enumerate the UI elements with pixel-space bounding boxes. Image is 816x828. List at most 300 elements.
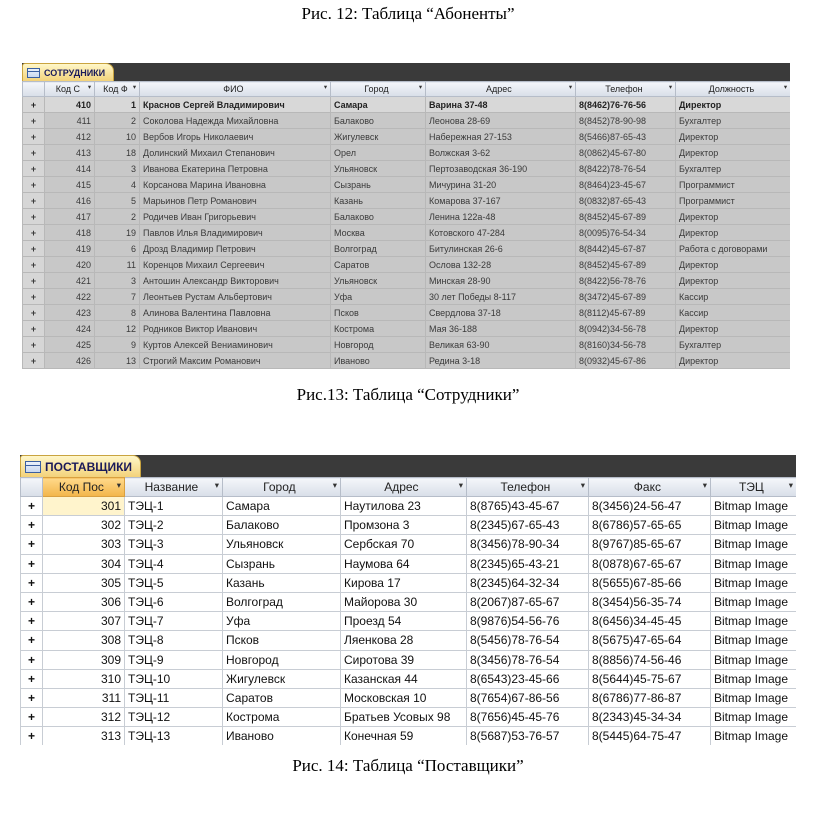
suppliers-col-header[interactable]: Город ▾ xyxy=(223,478,341,497)
table-cell[interactable]: Bitmap Image xyxy=(711,535,797,554)
table-cell[interactable]: 30 лет Победы 8-117 xyxy=(426,289,576,305)
table-cell[interactable]: 311 xyxy=(43,688,125,707)
table-cell[interactable]: Кострома xyxy=(331,321,426,337)
table-cell[interactable]: ТЭЦ-6 xyxy=(125,592,223,611)
table-cell[interactable]: 5 xyxy=(95,193,140,209)
table-cell[interactable]: 8(5655)67-85-66 xyxy=(589,573,711,592)
suppliers-col-header[interactable]: Телефон ▾ xyxy=(467,478,589,497)
table-cell[interactable]: Иванова Екатерина Петровна xyxy=(140,161,331,177)
expand-icon[interactable]: + xyxy=(23,177,45,193)
table-cell[interactable]: ТЭЦ-12 xyxy=(125,708,223,727)
employees-header-row xyxy=(23,82,791,97)
table-cell[interactable]: 306 xyxy=(43,592,125,611)
table-cell[interactable]: Дрозд Владимир Петрович xyxy=(140,241,331,257)
table-cell[interactable]: 413 xyxy=(45,145,95,161)
table-cell[interactable]: 8(6543)23-45-66 xyxy=(467,669,589,688)
table-row[interactable] xyxy=(23,129,791,145)
table-cell[interactable]: 8 xyxy=(95,305,140,321)
table-cell[interactable]: 18 xyxy=(95,145,140,161)
table-cell[interactable]: 410 xyxy=(45,97,95,113)
table-cell[interactable]: 414 xyxy=(45,161,95,177)
table-cell[interactable]: Кирова 17 xyxy=(341,573,467,592)
table-row[interactable] xyxy=(21,631,797,650)
table-cell[interactable]: Кассир xyxy=(676,305,791,321)
table-cell[interactable]: Работа с договорами xyxy=(676,241,791,257)
suppliers-col-header[interactable]: Адрес ▾ xyxy=(341,478,467,497)
caption-fig13: Рис.13: Таблица “Сотрудники” xyxy=(296,385,520,404)
table-cell[interactable]: Казань xyxy=(331,193,426,209)
table-cell[interactable]: Бухгалтер xyxy=(676,113,791,129)
expand-icon[interactable]: + xyxy=(21,535,43,554)
table-cell[interactable]: Конечная 59 xyxy=(341,727,467,745)
table-cell[interactable]: 8(3456)78-76-54 xyxy=(467,650,589,669)
table-cell[interactable]: Кассир xyxy=(676,289,791,305)
table-cell[interactable]: Волгоград xyxy=(331,241,426,257)
table-cell[interactable]: Псков xyxy=(223,631,341,650)
table-row[interactable] xyxy=(21,708,797,727)
table-cell[interactable]: Бухгалтер xyxy=(676,337,791,353)
table-cell[interactable]: 8(8462)76-76-56 xyxy=(576,97,676,113)
table-cell[interactable]: 8(8160)34-56-78 xyxy=(576,337,676,353)
table-cell[interactable]: Bitmap Image xyxy=(711,708,797,727)
table-cell[interactable]: 8(3472)45-67-89 xyxy=(576,289,676,305)
table-cell[interactable]: Комарова 37-167 xyxy=(426,193,576,209)
table-cell[interactable]: Директор xyxy=(676,209,791,225)
table-cell[interactable]: 412 xyxy=(45,129,95,145)
table-cell[interactable]: Уфа xyxy=(331,289,426,305)
table-cell[interactable]: Саратов xyxy=(331,257,426,273)
table-cell[interactable]: Куртов Алексей Вениаминович xyxy=(140,337,331,353)
table-cell[interactable]: Bitmap Image xyxy=(711,554,797,573)
sort-arrow-icon: ▾ xyxy=(783,84,787,91)
table-cell[interactable]: ТЭЦ-3 xyxy=(125,535,223,554)
table-cell[interactable]: Варина 37-48 xyxy=(426,97,576,113)
table-cell[interactable]: Антошин Александр Викторович xyxy=(140,273,331,289)
table-cell[interactable]: 8(8422)78-76-54 xyxy=(576,161,676,177)
table-cell[interactable]: 8(7656)45-45-76 xyxy=(467,708,589,727)
table-cell[interactable]: Набережная 27-153 xyxy=(426,129,576,145)
table-row[interactable] xyxy=(21,612,797,631)
table-cell[interactable]: 312 xyxy=(43,708,125,727)
expand-icon[interactable]: + xyxy=(23,321,45,337)
table-icon xyxy=(25,461,41,473)
table-cell[interactable]: Битулинская 26-6 xyxy=(426,241,576,257)
table-row[interactable] xyxy=(23,337,791,353)
table-cell[interactable]: 8(0095)76-54-34 xyxy=(576,225,676,241)
table-cell[interactable]: 8(8452)45-67-89 xyxy=(576,209,676,225)
table-cell[interactable]: Ульяновск xyxy=(331,273,426,289)
table-cell[interactable]: Великая 63-90 xyxy=(426,337,576,353)
suppliers-col-header[interactable]: Факс ▾ xyxy=(589,478,711,497)
table-cell[interactable]: 8(8464)23-45-67 xyxy=(576,177,676,193)
employees-table-window xyxy=(22,63,790,374)
table-cell[interactable]: 418 xyxy=(45,225,95,241)
expand-icon[interactable]: + xyxy=(23,209,45,225)
table-cell[interactable]: Родников Виктор Иванович xyxy=(140,321,331,337)
table-cell[interactable]: ТЭЦ-7 xyxy=(125,612,223,631)
employees-col-header[interactable]: Город ▾ xyxy=(331,82,426,97)
table-cell[interactable]: 8(5445)64-75-47 xyxy=(589,727,711,745)
table-cell[interactable]: 313 xyxy=(43,727,125,745)
table-cell[interactable]: Промзона 3 xyxy=(341,516,467,535)
table-cell[interactable]: 8(8112)45-67-89 xyxy=(576,305,676,321)
expand-icon[interactable]: + xyxy=(23,241,45,257)
expand-icon[interactable]: + xyxy=(21,669,43,688)
expand-icon[interactable]: + xyxy=(23,145,45,161)
table-cell[interactable]: Новгород xyxy=(223,650,341,669)
suppliers-tab[interactable] xyxy=(20,455,141,477)
table-row[interactable] xyxy=(21,554,797,573)
table-cell[interactable]: 8(8856)74-56-46 xyxy=(589,650,711,669)
table-cell[interactable]: Bitmap Image xyxy=(711,516,797,535)
table-row[interactable] xyxy=(23,145,791,161)
table-cell[interactable]: 415 xyxy=(45,177,95,193)
table-cell[interactable]: Леонтьев Рустам Альбертович xyxy=(140,289,331,305)
expand-icon[interactable]: + xyxy=(23,193,45,209)
table-cell[interactable]: Краснов Сергей Владимирович xyxy=(140,97,331,113)
table-cell[interactable]: Леонова 28-69 xyxy=(426,113,576,129)
table-cell[interactable]: Проезд 54 xyxy=(341,612,467,631)
expand-icon[interactable]: + xyxy=(21,573,43,592)
table-cell[interactable]: Ленина 122а-48 xyxy=(426,209,576,225)
expand-icon[interactable]: + xyxy=(23,305,45,321)
suppliers-col-header[interactable]: ТЭЦ ▾ xyxy=(711,478,797,497)
table-cell[interactable]: Уфа xyxy=(223,612,341,631)
table-cell[interactable]: Самара xyxy=(223,497,341,516)
table-row[interactable] xyxy=(21,669,797,688)
table-cell[interactable]: Bitmap Image xyxy=(711,592,797,611)
table-cell[interactable]: Bitmap Image xyxy=(711,631,797,650)
table-cell[interactable]: Сызрань xyxy=(223,554,341,573)
table-cell[interactable]: Казань xyxy=(223,573,341,592)
table-cell[interactable]: 8(2067)87-65-67 xyxy=(467,592,589,611)
table-cell[interactable]: 2 xyxy=(95,113,140,129)
table-cell[interactable]: Свердлова 37-18 xyxy=(426,305,576,321)
table-cell[interactable]: ТЭЦ-11 xyxy=(125,688,223,707)
table-cell[interactable]: Редина 3-18 xyxy=(426,353,576,369)
table-cell[interactable]: Долинский Михаил Степанович xyxy=(140,145,331,161)
table-cell[interactable]: Bitmap Image xyxy=(711,688,797,707)
table-cell[interactable]: 8(6456)34-45-45 xyxy=(589,612,711,631)
sort-arrow-icon: ▾ xyxy=(788,480,793,490)
expand-icon[interactable]: + xyxy=(21,631,43,650)
table-cell[interactable]: Наумова 64 xyxy=(341,554,467,573)
table-cell[interactable]: 4 xyxy=(95,177,140,193)
table-cell[interactable]: 301 xyxy=(43,497,125,516)
suppliers-col-header[interactable]: Название ▾ xyxy=(125,478,223,497)
table-row[interactable] xyxy=(23,257,791,273)
table-cell[interactable]: Ульяновск xyxy=(331,161,426,177)
table-cell[interactable]: ТЭЦ-13 xyxy=(125,727,223,745)
table-cell[interactable]: Программист xyxy=(676,193,791,209)
table-cell[interactable]: 12 xyxy=(95,321,140,337)
table-cell[interactable]: 305 xyxy=(43,573,125,592)
table-cell[interactable]: Братьев Усовых 98 xyxy=(341,708,467,727)
table-cell[interactable]: Программист xyxy=(676,177,791,193)
table-cell[interactable]: Балаково xyxy=(331,209,426,225)
table-cell[interactable]: ТЭЦ-5 xyxy=(125,573,223,592)
table-cell[interactable]: 411 xyxy=(45,113,95,129)
employees-col-header[interactable]: Телефон ▾ xyxy=(576,82,676,97)
table-cell[interactable]: 8(2345)67-65-43 xyxy=(467,516,589,535)
table-cell[interactable]: 308 xyxy=(43,631,125,650)
table-row[interactable] xyxy=(21,497,797,516)
table-cell[interactable]: 8(8765)43-45-67 xyxy=(467,497,589,516)
expand-icon[interactable]: + xyxy=(23,161,45,177)
expand-icon[interactable]: + xyxy=(23,97,45,113)
employees-col-header[interactable]: Должность ▾ xyxy=(676,82,791,97)
table-cell[interactable]: Павлов Илья Владимирович xyxy=(140,225,331,241)
table-cell[interactable]: Сызрань xyxy=(331,177,426,193)
table-cell[interactable]: Котовского 47-284 xyxy=(426,225,576,241)
table-row[interactable] xyxy=(23,225,791,241)
table-cell[interactable]: Жигулевск xyxy=(223,669,341,688)
table-cell[interactable]: Bitmap Image xyxy=(711,497,797,516)
table-row[interactable] xyxy=(23,241,791,257)
table-cell[interactable]: Директор xyxy=(676,353,791,369)
table-cell[interactable]: Ослова 132-28 xyxy=(426,257,576,273)
table-cell[interactable]: 8(9876)54-56-76 xyxy=(467,612,589,631)
table-cell[interactable]: 8(5466)87-65-43 xyxy=(576,129,676,145)
table-cell[interactable]: 423 xyxy=(45,305,95,321)
table-cell[interactable]: 8(5456)78-76-54 xyxy=(467,631,589,650)
table-cell[interactable]: ТЭЦ-1 xyxy=(125,497,223,516)
table-row[interactable] xyxy=(23,161,791,177)
table-cell[interactable]: 8(6786)57-65-65 xyxy=(589,516,711,535)
table-cell[interactable]: 1 xyxy=(95,97,140,113)
table-cell[interactable]: 426 xyxy=(45,353,95,369)
select-all-corner[interactable] xyxy=(23,82,45,97)
table-cell[interactable]: Мая 36-188 xyxy=(426,321,576,337)
table-row[interactable] xyxy=(21,727,797,745)
table-cell[interactable]: Новгород xyxy=(331,337,426,353)
table-cell[interactable]: Мичурина 31-20 xyxy=(426,177,576,193)
expand-icon[interactable]: + xyxy=(21,516,43,535)
table-cell[interactable]: 8(0942)34-56-78 xyxy=(576,321,676,337)
table-row[interactable] xyxy=(21,592,797,611)
table-cell[interactable]: Казанская 44 xyxy=(341,669,467,688)
expand-icon[interactable]: + xyxy=(21,554,43,573)
table-cell[interactable]: Директор xyxy=(676,145,791,161)
table-cell[interactable]: Коренцов Михаил Сергеевич xyxy=(140,257,331,273)
table-cell[interactable]: 309 xyxy=(43,650,125,669)
expand-icon[interactable]: + xyxy=(21,592,43,611)
table-cell[interactable]: Алинова Валентина Павловна xyxy=(140,305,331,321)
table-cell[interactable]: 416 xyxy=(45,193,95,209)
sort-arrow-icon: ▾ xyxy=(323,84,327,91)
table-row[interactable] xyxy=(23,193,791,209)
table-cell[interactable]: 8(3456)78-90-34 xyxy=(467,535,589,554)
table-cell[interactable]: Bitmap Image xyxy=(711,669,797,688)
table-cell[interactable]: 417 xyxy=(45,209,95,225)
table-cell[interactable]: Псков xyxy=(331,305,426,321)
table-cell[interactable]: Жигулевск xyxy=(331,129,426,145)
table-cell[interactable]: 2 xyxy=(95,209,140,225)
table-cell[interactable]: Майорова 30 xyxy=(341,592,467,611)
table-cell[interactable]: Москва xyxy=(331,225,426,241)
table-cell[interactable]: ТЭЦ-8 xyxy=(125,631,223,650)
expand-icon[interactable]: + xyxy=(23,225,45,241)
expand-icon[interactable]: + xyxy=(21,612,43,631)
table-cell[interactable]: 9 xyxy=(95,337,140,353)
employees-col-header[interactable]: ФИО ▾ xyxy=(140,82,331,97)
table-row[interactable] xyxy=(23,209,791,225)
table-cell[interactable]: 304 xyxy=(43,554,125,573)
table-cell[interactable]: 8(5687)53-76-57 xyxy=(467,727,589,745)
table-row[interactable] xyxy=(23,97,791,113)
table-cell[interactable]: 8(8422)56-78-76 xyxy=(576,273,676,289)
table-cell[interactable]: Марьинов Петр Романович xyxy=(140,193,331,209)
sort-arrow-icon: ▾ xyxy=(214,480,219,490)
suppliers-col-header[interactable]: Код Пос ▾ xyxy=(43,478,125,497)
table-cell[interactable]: 310 xyxy=(43,669,125,688)
table-cell[interactable]: 8(0932)45-67-86 xyxy=(576,353,676,369)
table-row[interactable] xyxy=(21,650,797,669)
table-cell[interactable]: ТЭЦ-2 xyxy=(125,516,223,535)
expand-icon[interactable]: + xyxy=(23,257,45,273)
employees-col-header[interactable]: Код С ▾ xyxy=(45,82,95,97)
table-row[interactable] xyxy=(21,516,797,535)
employees-tab[interactable] xyxy=(22,63,114,81)
table-cell[interactable]: Bitmap Image xyxy=(711,612,797,631)
table-cell[interactable]: Иваново xyxy=(331,353,426,369)
table-cell[interactable]: 10 xyxy=(95,129,140,145)
expand-icon[interactable]: + xyxy=(21,688,43,707)
table-row[interactable] xyxy=(23,289,791,305)
sort-arrow-icon: ▾ xyxy=(87,84,91,91)
table-cell[interactable]: ТЭЦ-10 xyxy=(125,669,223,688)
table-cell[interactable]: Балаково xyxy=(223,516,341,535)
table-cell[interactable]: 8(6786)77-86-87 xyxy=(589,688,711,707)
table-cell[interactable]: Сербская 70 xyxy=(341,535,467,554)
sort-arrow-icon: ▾ xyxy=(332,480,337,490)
table-cell[interactable]: Балаково xyxy=(331,113,426,129)
table-cell[interactable]: 3 xyxy=(95,273,140,289)
table-cell[interactable]: 8(2345)65-43-21 xyxy=(467,554,589,573)
table-cell[interactable]: 8(5644)45-75-67 xyxy=(589,669,711,688)
table-cell[interactable]: 3 xyxy=(95,161,140,177)
table-cell[interactable]: Строгий Максим Романович xyxy=(140,353,331,369)
employees-col-header[interactable]: Код Ф ▾ xyxy=(95,82,140,97)
table-row[interactable] xyxy=(23,113,791,129)
table-cell[interactable]: Корсанова Марина Ивановна xyxy=(140,177,331,193)
table-cell[interactable]: 302 xyxy=(43,516,125,535)
table-cell[interactable]: 419 xyxy=(45,241,95,257)
table-cell[interactable]: 8(5675)47-65-64 xyxy=(589,631,711,650)
table-row[interactable] xyxy=(23,353,791,369)
suppliers-tab-bar xyxy=(20,455,796,477)
expand-icon[interactable]: + xyxy=(23,129,45,145)
table-cell[interactable]: 19 xyxy=(95,225,140,241)
table-cell[interactable]: Директор xyxy=(676,257,791,273)
table-cell[interactable]: Bitmap Image xyxy=(711,573,797,592)
sort-arrow-icon: ▾ xyxy=(116,480,121,490)
table-cell[interactable]: 8(3456)24-56-47 xyxy=(589,497,711,516)
table-row[interactable] xyxy=(21,535,797,554)
table-cell[interactable]: Ляенкова 28 xyxy=(341,631,467,650)
table-cell[interactable]: Саратов xyxy=(223,688,341,707)
table-cell[interactable]: 8(9767)85-65-67 xyxy=(589,535,711,554)
table-cell[interactable]: 8(2345)64-32-34 xyxy=(467,573,589,592)
table-cell[interactable]: 13 xyxy=(95,353,140,369)
expand-icon[interactable]: + xyxy=(23,337,45,353)
table-cell[interactable]: 8(8452)45-67-89 xyxy=(576,257,676,273)
table-cell[interactable]: Bitmap Image xyxy=(711,650,797,669)
expand-icon[interactable]: + xyxy=(21,650,43,669)
table-cell[interactable]: 8(0878)67-65-67 xyxy=(589,554,711,573)
table-cell[interactable]: Директор xyxy=(676,321,791,337)
table-row[interactable] xyxy=(21,688,797,707)
table-cell[interactable]: Иваново xyxy=(223,727,341,745)
table-cell[interactable]: Кострома xyxy=(223,708,341,727)
table-cell[interactable]: 303 xyxy=(43,535,125,554)
expand-icon[interactable]: + xyxy=(21,727,43,745)
table-cell[interactable]: ТЭЦ-4 xyxy=(125,554,223,573)
table-cell[interactable]: 8(8452)78-90-98 xyxy=(576,113,676,129)
table-cell[interactable]: 8(0832)87-65-43 xyxy=(576,193,676,209)
table-cell[interactable]: 424 xyxy=(45,321,95,337)
table-cell[interactable]: 8(8442)45-67-87 xyxy=(576,241,676,257)
table-cell[interactable]: 422 xyxy=(45,289,95,305)
expand-icon[interactable]: + xyxy=(23,353,45,369)
table-row[interactable] xyxy=(23,273,791,289)
table-cell[interactable]: 8(3454)56-35-74 xyxy=(589,592,711,611)
table-cell[interactable]: Директор xyxy=(676,97,791,113)
table-cell[interactable]: Родичев Иван Григорьевич xyxy=(140,209,331,225)
table-cell[interactable]: Волжская 3-62 xyxy=(426,145,576,161)
expand-icon[interactable]: + xyxy=(23,289,45,305)
table-cell[interactable]: Вербов Игорь Николаевич xyxy=(140,129,331,145)
table-cell[interactable]: Орел xyxy=(331,145,426,161)
table-cell[interactable]: Сиротова 39 xyxy=(341,650,467,669)
table-cell[interactable]: Бухгалтер xyxy=(676,161,791,177)
table-row[interactable] xyxy=(23,305,791,321)
table-cell[interactable]: Директор xyxy=(676,129,791,145)
table-cell[interactable]: 307 xyxy=(43,612,125,631)
table-cell[interactable]: 421 xyxy=(45,273,95,289)
table-cell[interactable]: 8(7654)67-86-56 xyxy=(467,688,589,707)
select-all-corner[interactable] xyxy=(21,478,43,497)
table-cell[interactable]: Наутилова 23 xyxy=(341,497,467,516)
table-cell[interactable]: 420 xyxy=(45,257,95,273)
table-cell[interactable]: 8(2343)45-34-34 xyxy=(589,708,711,727)
table-cell[interactable]: ТЭЦ-9 xyxy=(125,650,223,669)
table-cell[interactable]: Московская 10 xyxy=(341,688,467,707)
table-cell[interactable]: 8(0862)45-67-80 xyxy=(576,145,676,161)
table-row[interactable] xyxy=(23,321,791,337)
table-cell[interactable]: Минская 28-90 xyxy=(426,273,576,289)
table-cell[interactable]: Волгоград xyxy=(223,592,341,611)
table-cell[interactable]: Соколова Надежда Михайловна xyxy=(140,113,331,129)
table-cell[interactable]: Пертозаводская 36-190 xyxy=(426,161,576,177)
table-cell[interactable]: Директор xyxy=(676,225,791,241)
table-cell[interactable]: 7 xyxy=(95,289,140,305)
table-row[interactable] xyxy=(23,177,791,193)
expand-icon[interactable]: + xyxy=(23,273,45,289)
employees-col-header[interactable]: Адрес ▾ xyxy=(426,82,576,97)
expand-icon[interactable]: + xyxy=(21,497,43,516)
table-cell[interactable]: Ульяновск xyxy=(223,535,341,554)
table-cell[interactable]: Директор xyxy=(676,273,791,289)
table-row[interactable] xyxy=(21,573,797,592)
table-cell[interactable]: Самара xyxy=(331,97,426,113)
expand-icon[interactable]: + xyxy=(21,708,43,727)
table-cell[interactable]: Bitmap Image xyxy=(711,727,797,745)
table-cell[interactable]: 425 xyxy=(45,337,95,353)
table-cell[interactable]: 11 xyxy=(95,257,140,273)
expand-icon[interactable]: + xyxy=(23,113,45,129)
table-cell[interactable]: 6 xyxy=(95,241,140,257)
